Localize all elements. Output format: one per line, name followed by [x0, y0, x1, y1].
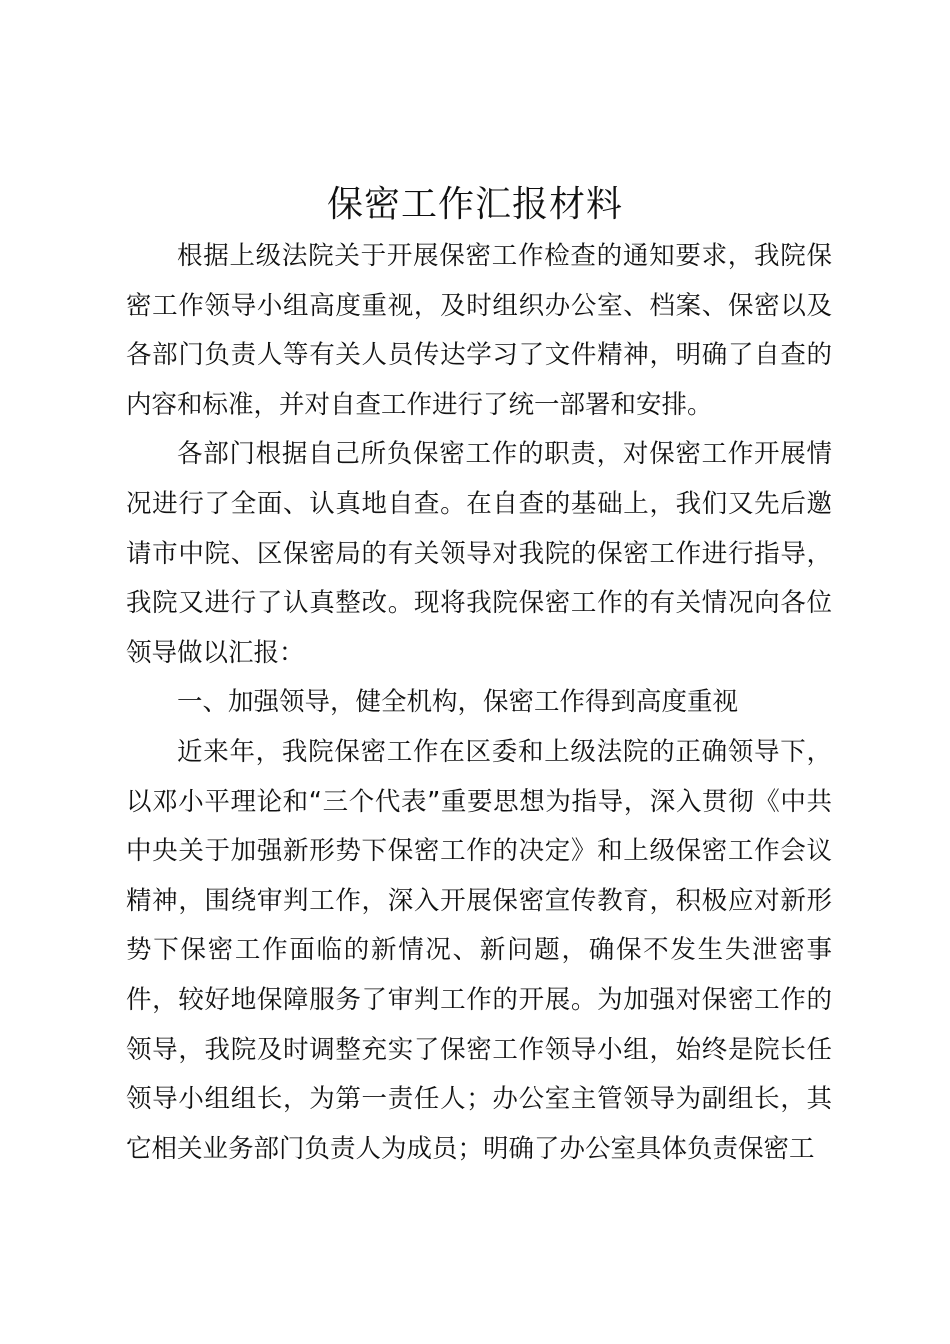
section-heading-1: 一、加强领导，健全机构，保密工作得到高度重视 — [177, 687, 739, 718]
paragraph-1: 根据上级法院关于开展保密工作检查的通知要求，我院保密工作领导小组高度重视，及时组织办公室、档案、保密以及各部门负责人等有关人员传达学习了文件精神，明确了自查的内容和标准，并对自查工作进行了统一部署和安排。 — [126, 241, 832, 420]
paragraph-2: 各部门根据自己所负保密工作的职责，对保密工作开展情况进行了全面、认真地自查。在自查的基础上，我们又先后邀请市中院、区保密局的有关领导对我院的保密工作进行指导，我院又进行了认真整改。现将我院保密工作的有关情况向各位领导做以汇报： — [126, 439, 832, 668]
document-title: 保密工作汇报材料 — [326, 184, 623, 225]
section-paragraph-1: 近来年，我院保密工作在区委和上级法院的正确领导下，以邓小平理论和“三个代表”重要思想为指导，深入贯彻《中共中央关于加强新形势下保密工作的决定》和上级保密工作会议精神，围绕审判工作，深入开展保密宣传教育，积极应对新形势下保密工作面临的新情况、新问题，确保不发生失泄密事件，较好地保障服务了审判工作的开展。为加强对保密工作的领导，我院及时调整充实了保密工作领导小组，始终是院长任领导小组组长，为第一责任人；办公室主管领导为副组长，其它相关业务部门负责人为成员；明确了办公室具体负责保密工 — [126, 736, 832, 1164]
document-body — [126, 232, 832, 1174]
